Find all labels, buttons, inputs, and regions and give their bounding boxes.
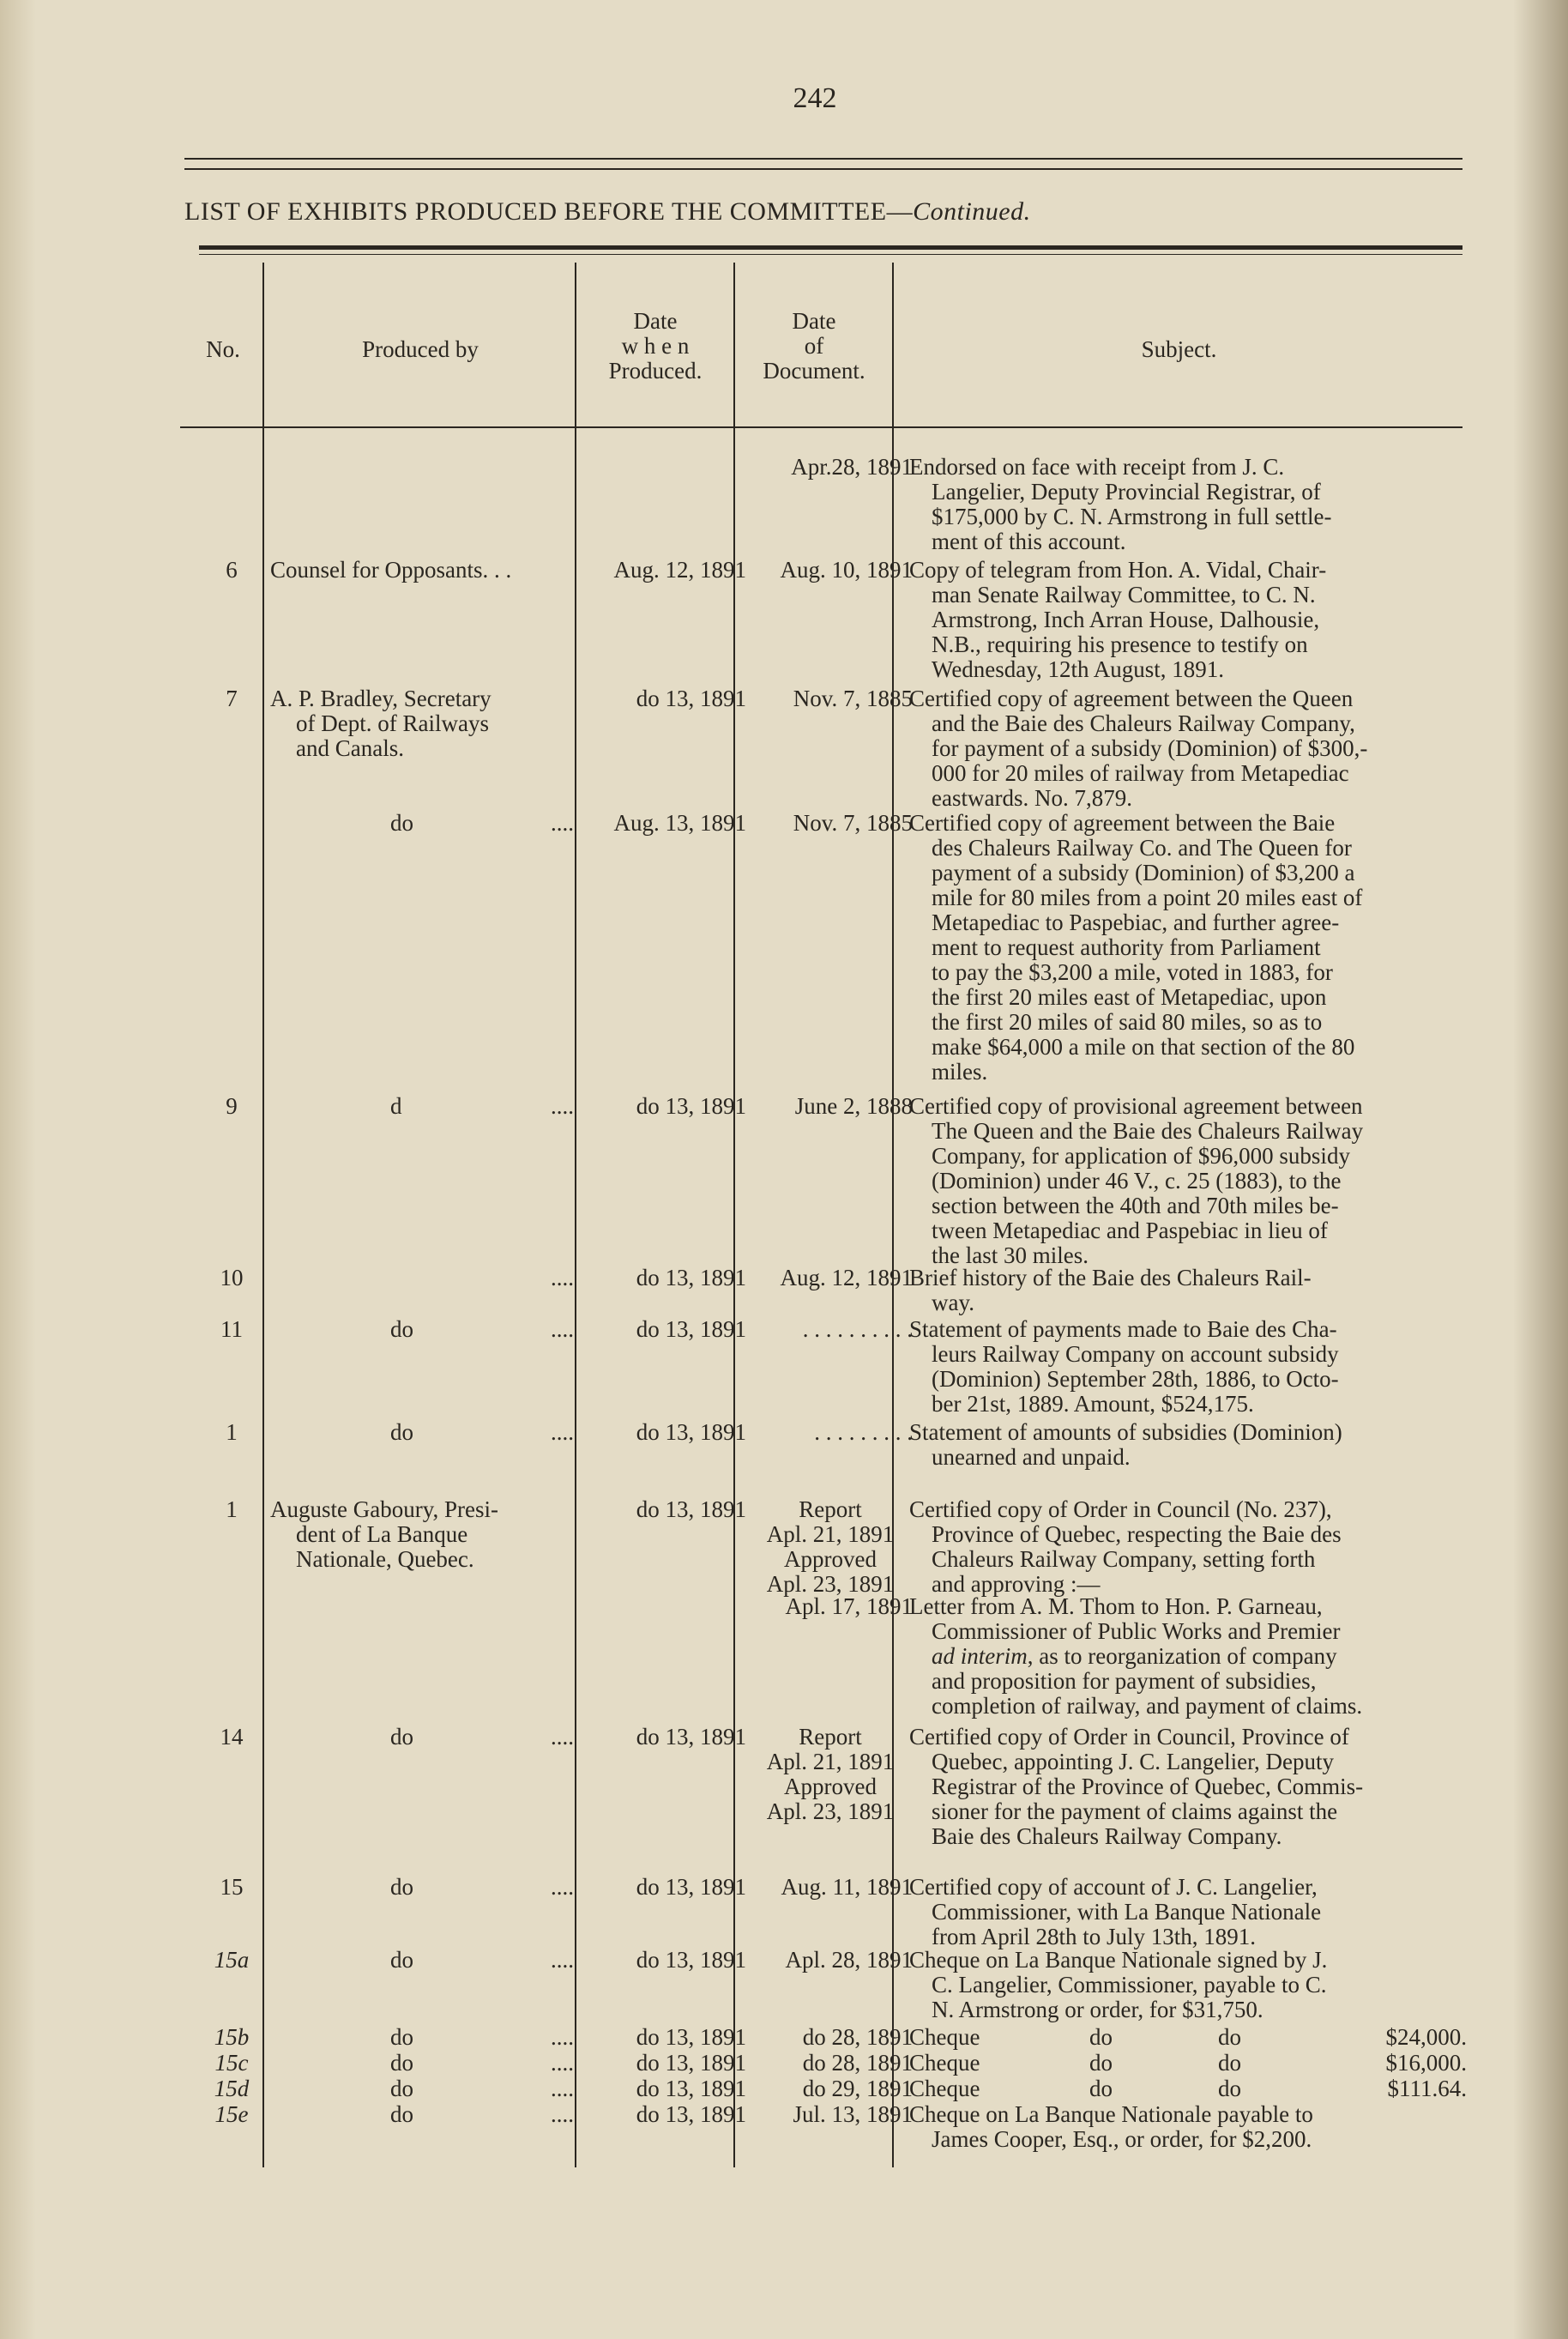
header-top-rule (199, 245, 1462, 250)
subject-line: (Dominion) September 28th, 1886, to Octo- (932, 1366, 1339, 1392)
date-of-document (748, 558, 913, 583)
subject-line: ment of this account. (932, 529, 1126, 554)
subject-line: the first 20 miles east of Metapediac, upon (932, 984, 1327, 1010)
subject-line: Registrar of the Province of Quebec, Commis- (932, 1774, 1364, 1799)
date-of-document (748, 2076, 913, 2101)
subject-line: miles. (932, 1059, 988, 1085)
title-main: LIST OF EXHIBITS PRODUCED BEFORE THE COMMITTEE— (184, 197, 914, 226)
leader-dots: .... (551, 1947, 574, 1973)
subject-line: N.B., requiring his presence to testify on (932, 632, 1308, 657)
subject-line: The Queen and the Baie des Chaleurs Railway (932, 1118, 1364, 1144)
produced-by-line: A. P. Bradley, Secretary (270, 686, 492, 711)
subject-line: mile for 80 miles from a point 20 miles east of (932, 885, 1363, 910)
exhibit-number: 15 (220, 1874, 244, 1900)
date-of-document (748, 1497, 913, 1597)
subject-line: section between the 40th and 70th miles be- (932, 1193, 1339, 1218)
subject (909, 2102, 1475, 2152)
subject-line: Langelier, Deputy Provincial Registrar, of (932, 479, 1321, 505)
produced-by-line: do (390, 1316, 413, 1342)
produced-by-line: do (390, 1947, 413, 1973)
header-date-produced-1: Date (633, 308, 678, 334)
produced-by (270, 2051, 579, 2076)
exhibit-number: 1 (226, 1419, 238, 1445)
produced-by (270, 1875, 579, 1900)
date-produced: do 13, 1891 (636, 1093, 746, 1119)
subject-line: Certified copy of Order in Council, Province of (909, 1724, 1349, 1750)
top-rule-1 (184, 158, 1462, 160)
exhibit-number: 15b (214, 2024, 250, 2050)
produced-by-line: dent of La Banque (296, 1521, 468, 1547)
date-of-document (748, 2102, 913, 2127)
date-of-document (748, 1875, 913, 1900)
subject-line: Wednesday, 12th August, 1891. (932, 656, 1225, 682)
subject-line: leurs Railway Company on account subsidy (932, 1341, 1339, 1367)
subject-line: Province of Quebec, respecting the Baie des (932, 1521, 1342, 1547)
subject-line: Certified copy of Order in Council (No. 237), (909, 1496, 1332, 1522)
leader-dots: .... (551, 1419, 574, 1445)
subject-line: make $64,000 a mile on that section of the 80 (932, 1034, 1355, 1060)
document-date-line: do 28, 1891 (802, 2050, 913, 2076)
subject-line: completion of railway, and payment of claims. (932, 1693, 1363, 1719)
produced-by (270, 1317, 579, 1342)
leader-dots: .... (551, 1724, 574, 1750)
header-top-rule-thin (199, 254, 1462, 255)
exhibit-number: 10 (220, 1265, 244, 1290)
leader-dots: .... (551, 1093, 574, 1119)
subject-line: and the Baie des Chaleurs Railway Company, (932, 710, 1355, 736)
subject-line: ment to request authority from Parliament (932, 934, 1321, 960)
subject-line: Copy of telegram from Hon. A. Vidal, Chair- (909, 557, 1327, 583)
date-of-document (748, 1725, 913, 1824)
subject-line: Cheque on La Banque Nationale payable to (909, 2101, 1313, 2127)
produced-by-line: do (390, 1724, 413, 1750)
header-no: No. (206, 336, 240, 362)
document-date-line: Apl. 23, 1891 (766, 1798, 895, 1824)
leader-dots: .... (551, 2024, 574, 2050)
leader-dots: .... (551, 2101, 574, 2127)
produced-by (270, 686, 579, 761)
subject-line: Cheque on La Banque Nationale signed by J. (909, 1947, 1328, 1973)
subject-line: the first 20 miles of said 80 miles, so as to (932, 1009, 1323, 1035)
date-of-document (748, 2025, 913, 2050)
exhibit-number: 14 (220, 1724, 244, 1750)
subject-line: tween Metapediac and Paspebiac in lieu of (932, 1218, 1328, 1243)
document-date-line: Aug. 11, 1891 (781, 1874, 913, 1900)
document-date-line: Nov. 7, 1885 (793, 810, 913, 836)
leader-dots: .... (551, 1265, 574, 1290)
produced-by (270, 2025, 579, 2050)
subject-line: Certified copy of account of J. C. Langelier, (909, 1874, 1318, 1900)
date-produced: do 13, 1891 (636, 2076, 746, 2101)
leader-dots: .... (551, 1874, 574, 1900)
date-of-document (748, 1594, 913, 1619)
document-date-line: . . . . . . . . . (814, 1419, 913, 1445)
cheque-cell: do (1218, 2050, 1241, 2076)
subject-line: James Cooper, Esq., or order, for $2,200. (932, 2126, 1312, 2152)
produced-by-line: Auguste Gaboury, Presi- (270, 1496, 498, 1522)
cheque-line (909, 2051, 1475, 2076)
produced-by-line: do (390, 2101, 413, 2127)
subject-line: to pay the $3,200 a mile, voted in 1883, for (932, 959, 1333, 985)
cheque-line (909, 2025, 1475, 2050)
subject-line: Baie des Chaleurs Railway Company. (932, 1823, 1282, 1849)
subject-line: des Chaleurs Railway Co. and The Queen for (932, 835, 1352, 861)
cheque-line (909, 2076, 1475, 2101)
cheque-cell: Cheque (909, 2076, 980, 2101)
subject-line: Armstrong, Inch Arran House, Dalhousie, (932, 607, 1320, 632)
subject (909, 811, 1475, 1085)
produced-by-line: do (390, 1419, 413, 1445)
leader-dots: .... (551, 810, 574, 836)
date-produced: do 13, 1891 (636, 686, 746, 711)
produced-by-line: Counsel for Opposants. . . (270, 557, 512, 583)
subject (909, 1420, 1475, 1470)
subject-line: Certified copy of provisional agreement between (909, 1093, 1363, 1119)
document-date-line: do 28, 1891 (802, 2024, 913, 2050)
date-produced: do 13, 1891 (636, 1265, 746, 1290)
subject-line: from April 28th to July 13th, 1891. (932, 1924, 1256, 1949)
date-produced: do 13, 1891 (636, 1724, 746, 1750)
exhibit-number: 15a (214, 1947, 250, 1973)
subject-line: Letter from A. M. Thom to Hon. P. Garneau, (909, 1593, 1323, 1619)
subject (909, 1948, 1475, 2022)
document-date-line: Apr.28, 1891 (791, 454, 913, 480)
subject (909, 2025, 1475, 2050)
produced-by-line: do (390, 2076, 413, 2101)
subject-line: the last 30 miles. (932, 1242, 1089, 1268)
document-date-line: Aug. 10, 1891 (780, 557, 913, 583)
subject (909, 1317, 1475, 1417)
subject-line: payment of a subsidy (Dominion) of $3,200 a (932, 860, 1355, 885)
cheque-cell: $24,000. (1385, 2024, 1467, 2050)
subject (909, 1497, 1475, 1597)
date-produced: do 13, 1891 (636, 2101, 746, 2127)
subject-line: ad interim, as to reorganization of company (932, 1643, 1337, 1669)
subject-line: 000 for 20 miles of railway from Metapediac (932, 760, 1349, 786)
document-date-line: June 2, 1888 (794, 1093, 913, 1119)
date-produced: do 13, 1891 (636, 2050, 746, 2076)
subject-line: $175,000 by C. N. Armstrong in full settle- (932, 504, 1332, 529)
header-bottom-rule (180, 426, 1462, 428)
document-date-line: Apl. 28, 1891 (785, 1947, 913, 1973)
subject-line: for payment of a subsidy (Dominion) of $300,- (932, 735, 1368, 761)
produced-by (270, 1725, 579, 1750)
produced-by (270, 1948, 579, 1973)
produced-by-line: of Dept. of Railways (296, 710, 489, 736)
subject-line: Commissioner of Public Works and Premier (932, 1618, 1341, 1644)
subject-line: Endorsed on face with receipt from J. C. (909, 454, 1285, 480)
document-date-line: Nov. 7, 1885 (793, 686, 913, 711)
exhibit-number: 9 (226, 1093, 238, 1119)
produced-by-line: Nationale, Quebec. (296, 1546, 474, 1572)
produced-by-line: do (390, 2024, 413, 2050)
document-date-line: Approved (784, 1774, 877, 1799)
date-of-document (748, 1266, 913, 1290)
produced-by (270, 1420, 579, 1445)
cheque-cell: $16,000. (1385, 2050, 1467, 2076)
cheque-cell: do (1218, 2024, 1241, 2050)
produced-by (270, 2076, 579, 2101)
subject (909, 2051, 1475, 2076)
cheque-cell: Cheque (909, 2024, 980, 2050)
subject-line: Chaleurs Railway Company, setting forth (932, 1546, 1316, 1572)
document-date-line: Jul. 13, 1891 (793, 2101, 913, 2127)
page-edge-right (1513, 0, 1568, 2339)
date-of-document (748, 1948, 913, 1973)
exhibit-number: 7 (226, 686, 238, 711)
subject (909, 2076, 1475, 2101)
header-date-document-1: Date (792, 308, 836, 334)
subject-line: ber 21st, 1889. Amount, $524,175. (932, 1391, 1254, 1417)
document-date-line: Apl. 17, 1891 (785, 1593, 913, 1619)
document-date-line: Apl. 23, 1891 (766, 1571, 895, 1597)
subject-line: Company, for application of $96,000 subsidy (932, 1143, 1350, 1169)
subject (909, 1094, 1475, 1268)
exhibit-number: 1 (226, 1496, 238, 1522)
top-rule-2 (184, 168, 1462, 170)
date-of-document (748, 455, 913, 480)
cheque-cell: do (1089, 2076, 1113, 2101)
subject (909, 1594, 1475, 1719)
subject (909, 1875, 1475, 1949)
subject (909, 1725, 1475, 1849)
produced-by-line: d (390, 1093, 402, 1119)
subject-line: unearned and unpaid. (932, 1444, 1131, 1470)
header-date-document (735, 309, 893, 384)
subject-line: Statement of payments made to Baie des Cha- (909, 1316, 1337, 1342)
document-date-line: do 29, 1891 (802, 2076, 913, 2101)
title-continued: Continued. (913, 197, 1031, 226)
subject-line: Brief history of the Baie des Chaleurs Rail- (909, 1265, 1312, 1290)
date-of-document (748, 1317, 913, 1342)
produced-by-line: do (390, 810, 413, 836)
produced-by (270, 558, 579, 583)
document-date-line: Report (799, 1496, 862, 1522)
date-of-document (748, 1094, 913, 1119)
subject-line: Commissioner, with La Banque Nationale (932, 1899, 1322, 1925)
leader-dots: .... (551, 2050, 574, 2076)
cheque-cell: $111.64. (1387, 2076, 1467, 2101)
subject-line: N. Armstrong or order, for $31,750. (932, 1997, 1263, 2022)
subject-line: eastwards. No. 7,879. (932, 785, 1132, 811)
header-produced-by: Produced by (362, 336, 479, 362)
exhibit-number: 6 (226, 557, 238, 583)
leader-dots: .... (551, 1316, 574, 1342)
subject-line: C. Langelier, Commissioner, payable to C. (932, 1972, 1327, 1998)
header-date-produced-2: w h e n (621, 333, 690, 359)
produced-by (270, 2102, 579, 2127)
date-produced: Aug. 13, 1891 (613, 810, 746, 836)
date-produced: do 13, 1891 (636, 1419, 746, 1445)
page-title (184, 197, 1368, 227)
date-produced: do 13, 1891 (636, 1496, 746, 1522)
produced-by-line: do (390, 2050, 413, 2076)
exhibit-number: 15c (214, 2050, 249, 2076)
subject (909, 1266, 1475, 1315)
date-produced: do 13, 1891 (636, 2024, 746, 2050)
header-date-produced-3: Produced. (608, 358, 703, 384)
document-date-line: Report (799, 1724, 862, 1750)
header-date-produced (576, 309, 734, 384)
subject-line: and approving :— (932, 1571, 1101, 1597)
exhibit-number: 11 (220, 1316, 243, 1342)
produced-by (270, 1497, 579, 1572)
subject-line: Quebec, appointing J. C. Langelier, Deputy (932, 1749, 1335, 1774)
produced-by-line: and Canals. (296, 735, 404, 761)
subject-line: man Senate Railway Committee, to C. N. (932, 582, 1316, 607)
cheque-cell: do (1218, 2076, 1241, 2101)
subject (909, 455, 1475, 554)
subject-line: sioner for the payment of claims against the (932, 1798, 1338, 1824)
subject-line: (Dominion) under 46 V., c. 25 (1883), to the (932, 1168, 1342, 1194)
document-date-line: Aug. 12, 1891 (780, 1265, 913, 1290)
cheque-cell: Cheque (909, 2050, 980, 2076)
date-of-document (748, 1420, 913, 1445)
subject-line: and proposition for payment of subsidies, (932, 1668, 1317, 1694)
produced-by-line: do (390, 1874, 413, 1900)
date-produced: do 13, 1891 (636, 1316, 746, 1342)
date-produced: do 13, 1891 (636, 1874, 746, 1900)
date-of-document (748, 686, 913, 711)
document-date-line: Approved (784, 1546, 877, 1572)
document-date-line: . . . . . . . . . . (802, 1316, 913, 1342)
document-date-line: Apl. 21, 1891 (766, 1749, 895, 1774)
subject (909, 558, 1475, 682)
exhibit-number: 15e (214, 2101, 249, 2127)
date-of-document (748, 811, 913, 836)
date-produced: do 13, 1891 (636, 1947, 746, 1973)
date-of-document (748, 2051, 913, 2076)
page-edge-left (0, 0, 36, 2339)
cheque-cell: do (1089, 2050, 1113, 2076)
subject-line: Certified copy of agreement between the Baie (909, 810, 1336, 836)
header-subject: Subject. (1141, 336, 1217, 362)
produced-by (270, 811, 579, 836)
page-number: 242 (793, 82, 837, 114)
header-date-document-3: Document. (763, 358, 865, 384)
subject (909, 686, 1475, 811)
leader-dots: .... (551, 2076, 574, 2101)
cheque-cell: do (1089, 2024, 1113, 2050)
header-date-document-2: of (804, 333, 824, 359)
subject-line: Metapediac to Paspebiac, and further agree- (932, 910, 1340, 935)
document-date-line: Apl. 21, 1891 (766, 1521, 895, 1547)
subject-line: way. (932, 1290, 974, 1315)
produced-by (270, 1094, 579, 1119)
exhibit-number: 15d (214, 2076, 250, 2101)
subject-line: Certified copy of agreement between the Queen (909, 686, 1354, 711)
italic-text: ad interim (932, 1643, 1028, 1669)
subject-line: Statement of amounts of subsidies (Dominion) (909, 1419, 1342, 1445)
date-produced: Aug. 12, 1891 (613, 557, 746, 583)
